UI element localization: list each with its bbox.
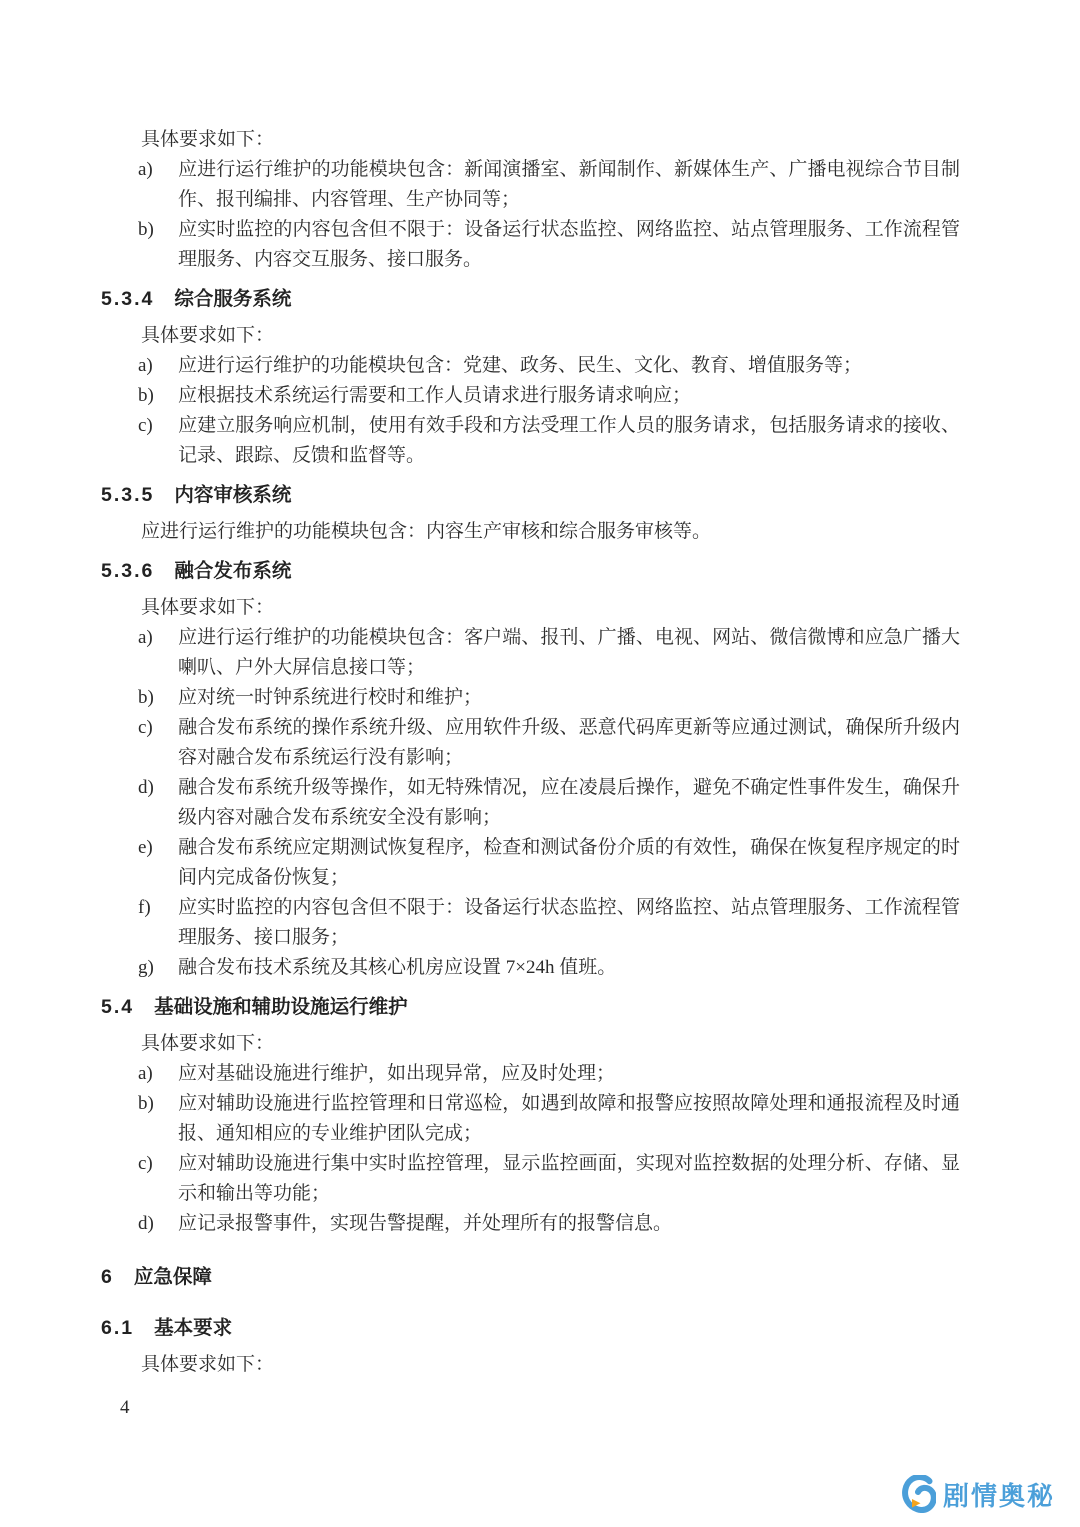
list-item-text: 应建立服务响应机制，使用有效手段和方法受理工作人员的服务请求，包括服务请求的接收、记录、跟踪、反馈和监督等。 bbox=[178, 415, 960, 466]
list-item bbox=[138, 683, 960, 713]
list-item bbox=[138, 155, 960, 215]
list-item-text: 应对统一时钟系统进行校时和维护； bbox=[178, 687, 483, 708]
list-item bbox=[138, 215, 960, 275]
list-item-marker: a) bbox=[138, 355, 153, 376]
heading-number: 5.4 bbox=[101, 996, 135, 1018]
list-item bbox=[138, 411, 960, 471]
list-item-text: 融合发布技术系统及其核心机房应设置 7×24h 值班。 bbox=[178, 957, 617, 978]
heading-title: 内容审核系统 bbox=[174, 484, 292, 506]
list-item-marker: c) bbox=[138, 415, 153, 436]
list-item-text: 应进行运行维护的功能模块包含：客户端、报刊、广播、电视、网站、微信微博和应急广播大喇叭、户外大屏信息接口等； bbox=[178, 627, 960, 678]
heading-number: 5.3.5 bbox=[101, 484, 155, 506]
list-item-text: 应对辅助设施进行集中实时监控管理，显示监控画面，实现对监控数据的处理分析、存储、显示和输出等功能； bbox=[178, 1153, 960, 1204]
list-item-marker: d) bbox=[138, 777, 154, 798]
list-item-marker: e) bbox=[138, 837, 153, 858]
list-item-text: 融合发布系统的操作系统升级、应用软件升级、恶意代码库更新等应通过测试，确保所升级内容对融合发布系统运行没有影响； bbox=[178, 717, 960, 768]
paragraph: 具体要求如下： bbox=[141, 1354, 275, 1375]
heading-title: 融合发布系统 bbox=[174, 560, 292, 582]
heading-number: 5.3.6 bbox=[101, 560, 155, 582]
play-drop-logo-icon bbox=[902, 1475, 936, 1513]
list-item-text: 应根据技术系统运行需要和工作人员请求进行服务请求响应； bbox=[178, 385, 692, 406]
list-item-text: 应对辅助设施进行监控管理和日常巡检，如遇到故障和报警应按照故障处理和通报流程及时通报、通知相应的专业维护团队完成； bbox=[178, 1093, 960, 1144]
list-item-text: 融合发布系统升级等操作，如无特殊情况，应在凌晨后操作，避免不确定性事件发生，确保升级内容对融合发布系统安全没有影响； bbox=[178, 777, 960, 828]
list-item-marker: d) bbox=[138, 1213, 154, 1234]
heading-title: 应急保障 bbox=[133, 1266, 212, 1288]
heading-number: 5.3.4 bbox=[101, 288, 155, 310]
paragraph: 具体要求如下： bbox=[141, 325, 275, 346]
list-item bbox=[138, 1149, 960, 1209]
paragraph: 具体要求如下： bbox=[141, 1033, 275, 1054]
list-item-marker: a) bbox=[138, 159, 153, 180]
list-item-marker: b) bbox=[138, 219, 154, 240]
watermark-text: 剧情奥秘 bbox=[942, 1480, 1055, 1511]
list-item-marker: b) bbox=[138, 1093, 154, 1114]
heading-title: 综合服务系统 bbox=[174, 288, 292, 310]
list-item-text: 应进行运行维护的功能模块包含：党建、政务、民生、文化、教育、增值服务等； bbox=[178, 355, 863, 376]
list-item bbox=[138, 1209, 960, 1239]
paragraph: 应进行运行维护的功能模块包含：内容生产审核和综合服务审核等。 bbox=[141, 521, 712, 542]
list-item bbox=[138, 1059, 960, 1089]
subsection-heading bbox=[101, 1313, 960, 1343]
list-item-text: 融合发布系统应定期测试恢复程序，检查和测试备份介质的有效性，确保在恢复程序规定的时间内完成备份恢复； bbox=[178, 837, 960, 888]
list-item bbox=[138, 351, 960, 381]
subsection-heading bbox=[101, 284, 960, 314]
list-item bbox=[138, 773, 960, 833]
list-item-text: 应实时监控的内容包含但不限于：设备运行状态监控、网络监控、站点管理服务、工作流程管理服务、内容交互服务、接口服务。 bbox=[178, 219, 960, 270]
watermark bbox=[902, 1475, 1055, 1513]
paragraph: 具体要求如下： bbox=[141, 129, 275, 150]
list-item-marker: b) bbox=[138, 385, 154, 406]
list-item-text: 应进行运行维护的功能模块包含：新闻演播室、新闻制作、新媒体生产、广播电视综合节目制作、报刊编排、内容管理、生产协同等； bbox=[178, 159, 960, 210]
list-item-text: 应对基础设施进行维护，如出现异常，应及时处理； bbox=[178, 1063, 616, 1084]
list-item-marker: b) bbox=[138, 687, 154, 708]
list-item bbox=[138, 713, 960, 773]
list-item bbox=[138, 953, 960, 983]
list-item bbox=[138, 893, 960, 953]
paragraph: 具体要求如下： bbox=[141, 597, 275, 618]
heading-title: 基础设施和辅助设施运行维护 bbox=[154, 996, 408, 1018]
heading-number: 6 bbox=[101, 1266, 114, 1288]
list-item-marker: a) bbox=[138, 627, 153, 648]
subsection-heading bbox=[101, 992, 960, 1022]
heading-number: 6.1 bbox=[101, 1317, 135, 1339]
list-item-marker: f) bbox=[138, 897, 151, 918]
section-heading bbox=[101, 1262, 960, 1292]
list-item bbox=[138, 381, 960, 411]
list-item-marker: c) bbox=[138, 1153, 153, 1174]
list-item bbox=[138, 1089, 960, 1149]
list-item bbox=[138, 623, 960, 683]
list-item-marker: g) bbox=[138, 957, 154, 978]
list-item-text: 应记录报警事件，实现告警提醒，并处理所有的报警信息。 bbox=[178, 1213, 673, 1234]
subsection-heading bbox=[101, 480, 960, 510]
list-item-text: 应实时监控的内容包含但不限于：设备运行状态监控、网络监控、站点管理服务、工作流程管理服务、接口服务； bbox=[178, 897, 960, 948]
page-number: 4 bbox=[120, 1397, 130, 1418]
list-item-marker: a) bbox=[138, 1063, 153, 1084]
list-item bbox=[138, 833, 960, 893]
list-item-marker: c) bbox=[138, 717, 153, 738]
subsection-heading bbox=[101, 556, 960, 586]
heading-title: 基本要求 bbox=[154, 1317, 233, 1339]
